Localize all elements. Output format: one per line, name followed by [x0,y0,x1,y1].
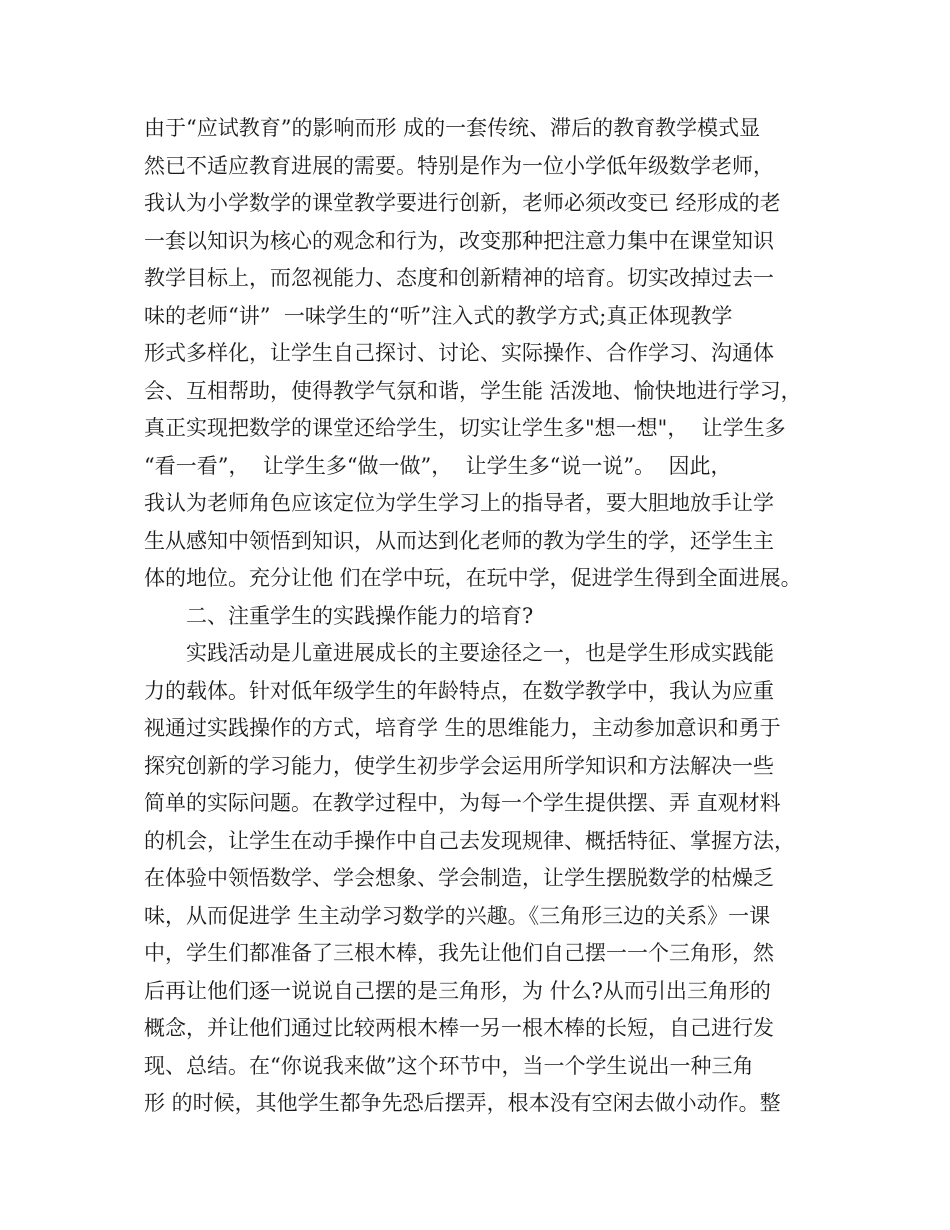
text-line: 的机会，让学生在动手操作中自己去发现规律、概括特征、掌握方法， [144,828,795,853]
text-line: 力的载体。针对低年级学生的年龄特点，在数学教学中，我认为应重 [144,678,774,703]
text-line: 味的老师“讲” 一味学生的“听”注入式的教学方式;真正体现教学 [144,303,733,328]
text-line: 教学目标上，而忽视能力、态度和创新精神的培育。切实改掉过去一 [144,266,774,290]
text-line: 生从感知中领悟到知识，从而达到化老师的教为学生的学，还学生主 [144,528,774,553]
text-line: “看一看”， 让学生多“做一做”， 让学生多“说一说”。 因此， [144,453,732,478]
text-line: 真正实现把数学的课堂还给学生，切实让学生多"想一想"， 让学生多 [144,416,786,440]
text-line: 我认为小学数学的课堂教学要进行创新，老师必须改变已 经形成的老 [144,191,781,215]
text-line: 简单的实际问题。在教学过程中，为每一个学生提供摆、弄 直观材料 [144,791,781,815]
text-line: 在体验中领悟数学、学会想象、学会制造，让学生摆脱数学的枯燥乏 [144,866,774,890]
text-line: 由于“应试教育”的影响而形 成的一套传统、滞后的教育教学模式显 [144,116,761,140]
text-line: 一套以知识为核心的观念和行为，改变那种把注意力集中在课堂知识 [144,228,774,253]
text-line: 中，学生们都准备了三根木棒，我先让他们自己摆一一个三角形，然 [144,941,774,965]
text-line: 后再让他们逐一说说自己摆的是三角形，为 什么?从而引出三角形的 [144,978,771,1003]
section-heading: 二、注重学生的实践操作能力的培育? [186,603,534,628]
text-line: 会、互相帮助，使得教学气氛和谐，学生能 活泼地、愉快地进行学习， [144,378,802,403]
body-text [144,110,824,1123]
text-line: 形式多样化，让学生自己探讨、讨论、实际操作、合作学习、沟通体 [144,341,774,365]
text-line: 现、总结。在“你说我来做”这个环节中，当一个学生说出一种三角 [144,1053,754,1078]
text-line: 概念，并让他们通过比较两根木棒一另一根木棒的长短，自己进行发 [144,1016,774,1040]
text-line: 味，从而促进学 生主动学习数学的兴趣。《三角形三边的关系》一课 [144,903,771,928]
text-line: 我认为老师角色应该定位为学生学习上的指导者，要大胆地放手让学 [144,491,774,515]
text-line: 然已不适应教育进展的需要。特别是作为一位小学低年级数学老师， [144,153,774,178]
text-line: 探究创新的学习能力，使学生初步学会运用所学知识和方法解决一些 [144,753,774,778]
text-line: 视通过实践操作的方式，培育学 生的思维能力，主动参加意识和勇于 [144,716,781,740]
paragraph-first-line: 实践活动是儿童进展成长的主要途径之一，也是学生形成实践能 [186,641,774,665]
text-line: 体的地位。充分让他 们在学中玩，在玩中学，促进学生得到全面进展。 [144,566,802,590]
text-line: 形 的时候，其他学生都争先恐后摆弄，根本没有空闲去做小动作。整 [144,1091,781,1115]
